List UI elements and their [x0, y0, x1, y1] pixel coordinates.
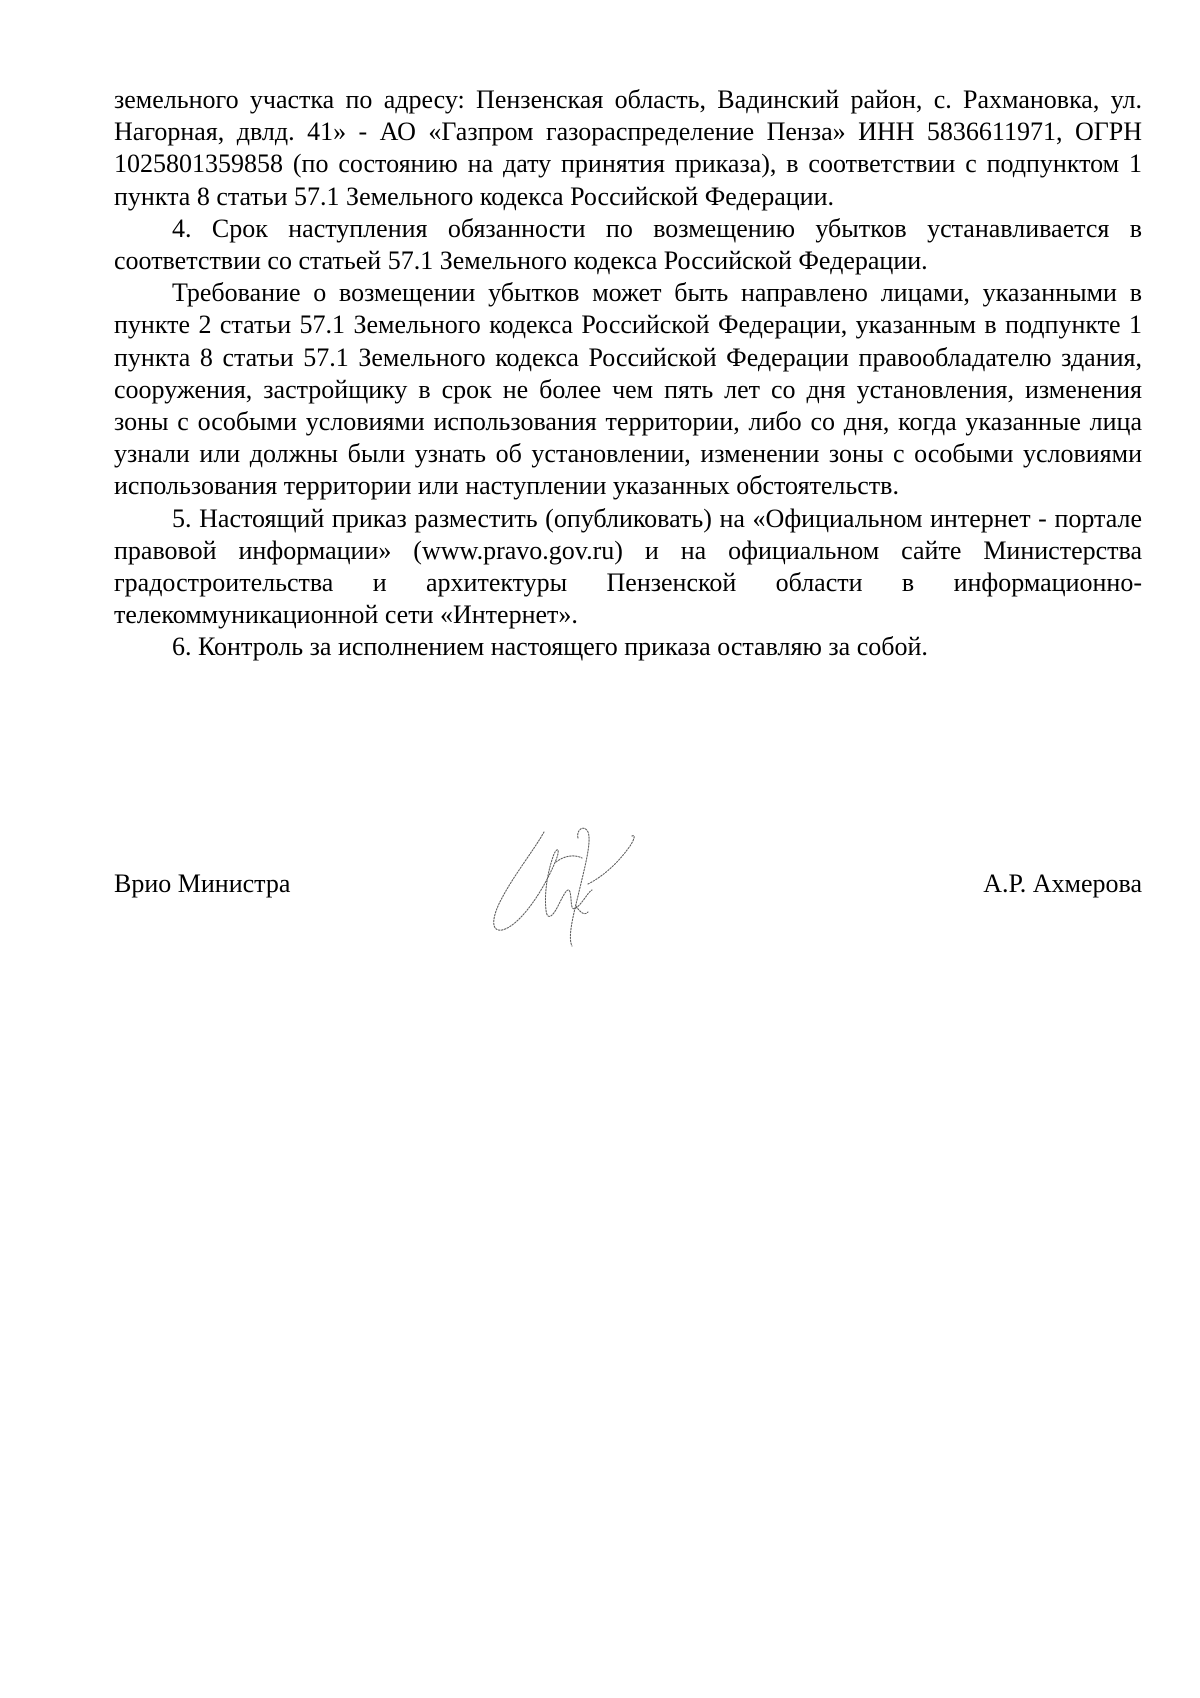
signatory-position: Врио Министра — [114, 869, 291, 898]
paragraph-continuation: земельного участка по адресу: Пензенская область, Вадинский район, с. Рахмановка, ул. Нагорная, двлд. 41» - АО «Газпром газораспределение Пенза» ИНН 5836611971, ОГРН 1025801359858 (по состоянию на дату принятия приказа), в соответствии с подпунктом 1 пункта 8 статьи 57.1 Земельного кодекса Российской Федерации. — [114, 85, 1142, 211]
paragraph-item-6: 6. Контроль за исполнением настоящего приказа оставляю за собой. — [172, 632, 928, 662]
handwritten-signature — [484, 820, 644, 960]
document-body — [114, 84, 1142, 664]
signature-block — [114, 820, 1142, 960]
paragraph-claim-requirement: Требование о возмещении убытков может быть направлено лицами, указанными в пункте 2 статьи 57.1 Земельного кодекса Российской Федерации, указанным в подпункте 1 пункта 8 статьи 57.1 Земельного кодекса Российской Федерации правообладателю здания, сооружения, застройщику в срок не более чем пять лет со дня установления, изменения зоны с особыми условиями использования территории, либо со дня, когда указанные лица узнали или должны были узнать об установлении, изменении зоны с особыми условиями использования территории или наступлении указанных обстоятельств. — [114, 278, 1142, 501]
paragraph-item-4: 4. Срок наступления обязанности по возмещению убытков устанавливается в соответствии со статьей 57.1 Земельного кодекса Российской Федерации. — [114, 213, 1142, 276]
paragraph-item-5: 5. Настоящий приказ разместить (опубликовать) на «Официальном интернет - портале правовой информации» (www.pravo.gov.ru) и на официальном сайте Министерства градостроительства и архитектуры Пензенской области в информационно-телекоммуникационной сети «Интернет». — [114, 503, 1142, 630]
signatory-name: А.Р. Ахмерова — [983, 869, 1142, 898]
